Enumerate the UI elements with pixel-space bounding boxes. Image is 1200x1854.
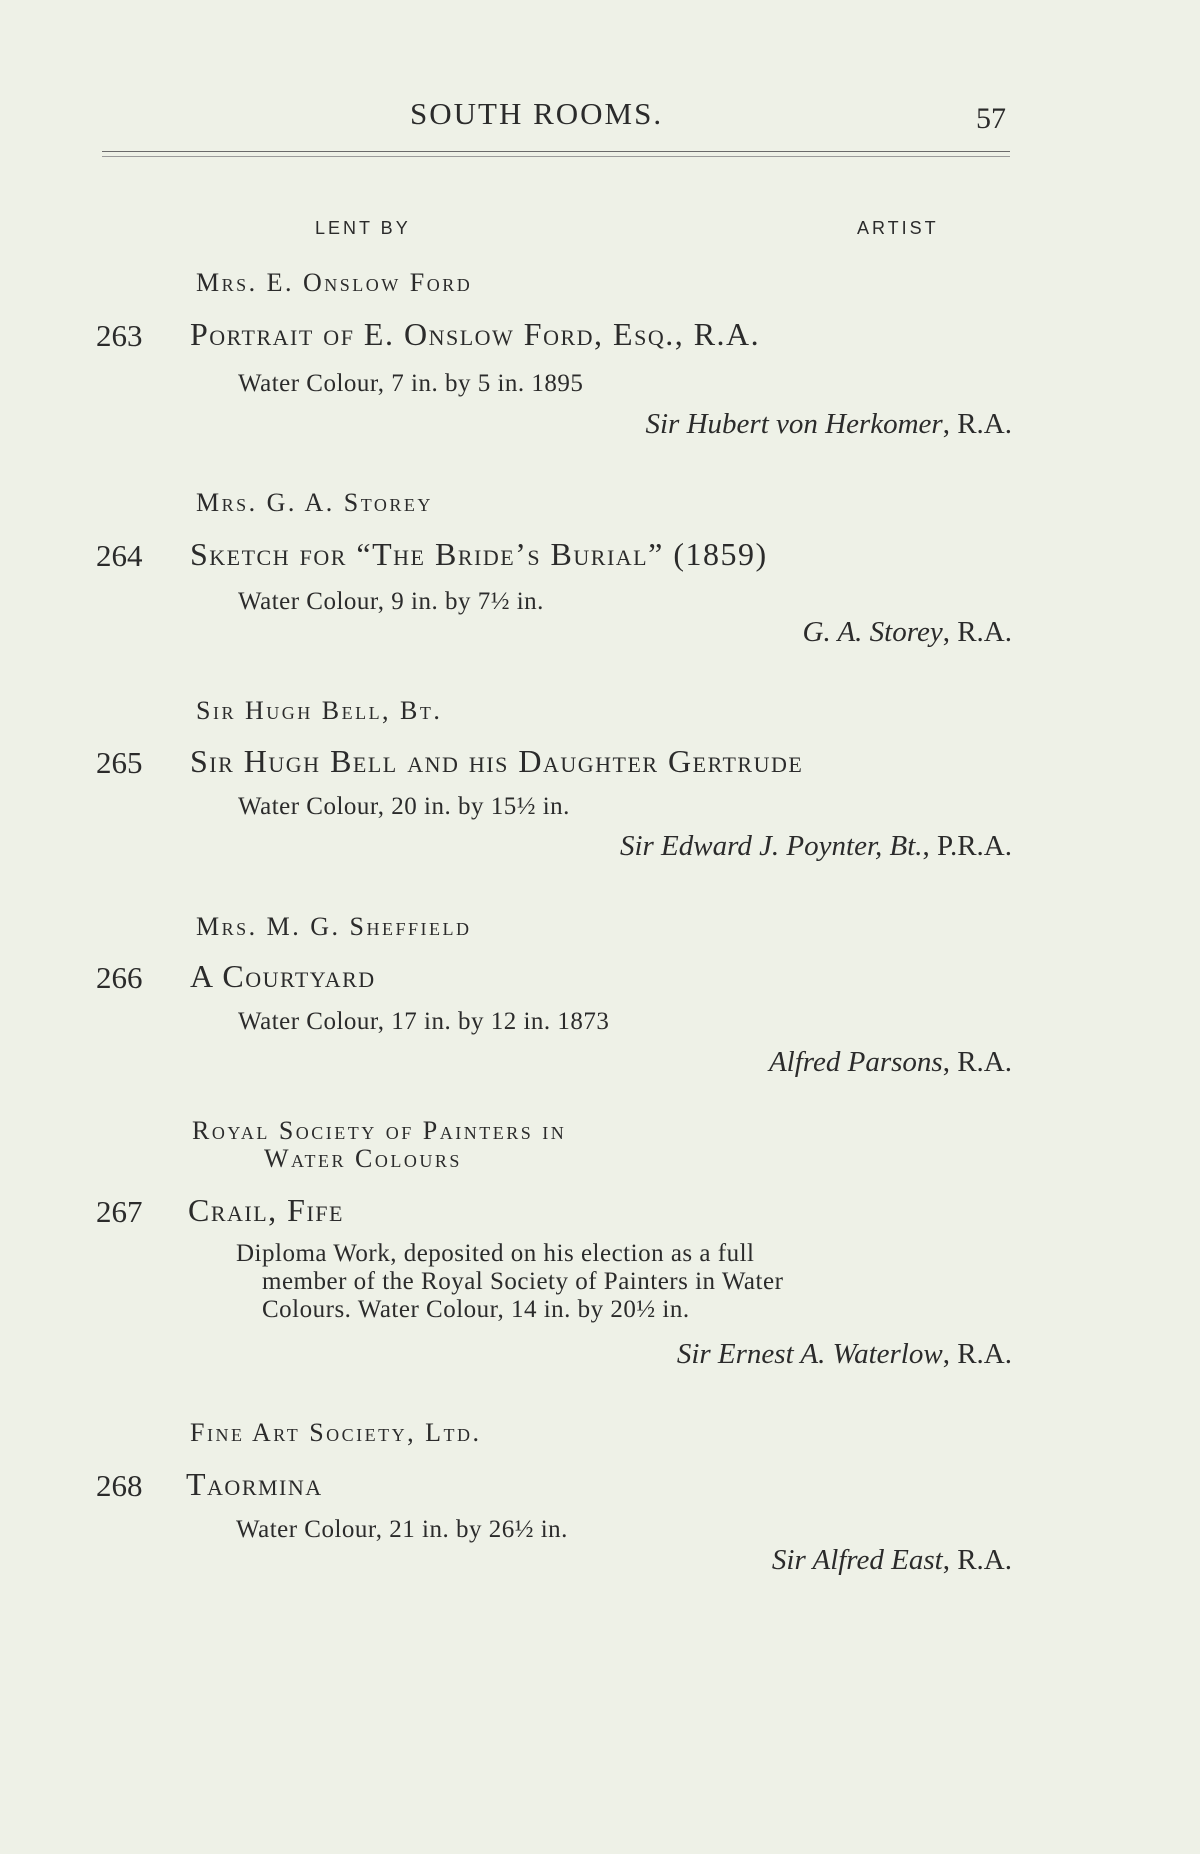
artist-suffix: , R.A. <box>942 408 1012 440</box>
artist-suffix: , R.A. <box>942 1338 1012 1370</box>
artist-name: G. A. Storey <box>802 616 943 648</box>
entry-title: Sir Hugh Bell and his Daughter Gertrude <box>190 743 804 779</box>
entry-number: 264 <box>96 538 143 573</box>
artist-name: Sir Hubert von Herkomer <box>645 408 943 440</box>
entry-number: 267 <box>96 1194 143 1229</box>
entry-description: Water Colour, 21 in. by 26½ in. <box>236 1516 568 1543</box>
entry-description: Water Colour, 20 in. by 15½ in. <box>238 793 570 820</box>
column-heading-artist: ARTIST <box>857 218 939 238</box>
entry-description: Water Colour, 7 in. by 5 in. 1895 <box>238 370 584 397</box>
header-rule-secondary <box>102 156 1010 157</box>
entry-lender: Royal Society of Painters in <box>192 1116 567 1145</box>
artist-name: Sir Ernest A. Waterlow <box>676 1338 943 1370</box>
entry-description: Water Colour, 17 in. by 12 in. 1873 <box>238 1008 610 1035</box>
entry-lender: Mrs. E. Onslow Ford <box>196 268 473 297</box>
entry-title: Crail, Fife <box>188 1192 344 1228</box>
entry-artist <box>677 1338 1012 1371</box>
entry-number: 265 <box>96 745 143 780</box>
entry-lender: Fine Art Society, Ltd. <box>190 1418 482 1447</box>
entry-description: Water Colour, 9 in. by 7½ in. <box>238 588 544 615</box>
artist-suffix: , R.A. <box>942 1544 1012 1576</box>
entry-artist <box>620 830 1012 863</box>
entry-title: Sketch for “The Bride’s Burial” (1859) <box>190 536 768 572</box>
entry-lender: Mrs. G. A. Storey <box>196 488 433 517</box>
entry-lender: Mrs. M. G. Sheffield <box>196 912 472 941</box>
entry-artist <box>803 616 1012 649</box>
entry-artist <box>646 408 1013 441</box>
entry-artist <box>772 1544 1012 1577</box>
entry-description-continued: Colours. Water Colour, 14 in. by 20½ in. <box>262 1296 690 1323</box>
entry-artist <box>769 1046 1012 1079</box>
entry-title: Portrait of E. Onslow Ford, Esq., R.A. <box>190 316 761 352</box>
entry-lender-continued: Water Colours <box>264 1144 462 1173</box>
artist-suffix: , P.R.A. <box>922 830 1012 862</box>
entry-title: Taormina <box>186 1466 323 1502</box>
artist-name: Sir Alfred East <box>771 1544 943 1576</box>
entry-number: 268 <box>96 1468 143 1503</box>
artist-name: Sir Edward J. Poynter, Bt. <box>619 830 923 862</box>
entry-title: A Courtyard <box>190 958 376 994</box>
entry-description: Diploma Work, deposited on his election as a full <box>236 1240 755 1267</box>
artist-suffix: , R.A. <box>942 616 1012 648</box>
entry-number: 266 <box>96 960 143 995</box>
header-rule <box>102 151 1010 152</box>
running-head: SOUTH ROOMS. <box>410 96 664 131</box>
page-number: 57 <box>976 102 1006 135</box>
artist-name: Alfred Parsons <box>768 1046 943 1078</box>
entry-lender: Sir Hugh Bell, Bt. <box>196 696 443 725</box>
entry-number: 263 <box>96 318 143 353</box>
column-heading-lent-by: LENT BY <box>315 218 411 238</box>
artist-suffix: , R.A. <box>942 1046 1012 1078</box>
entry-description-continued: member of the Royal Society of Painters in Water <box>262 1268 784 1295</box>
